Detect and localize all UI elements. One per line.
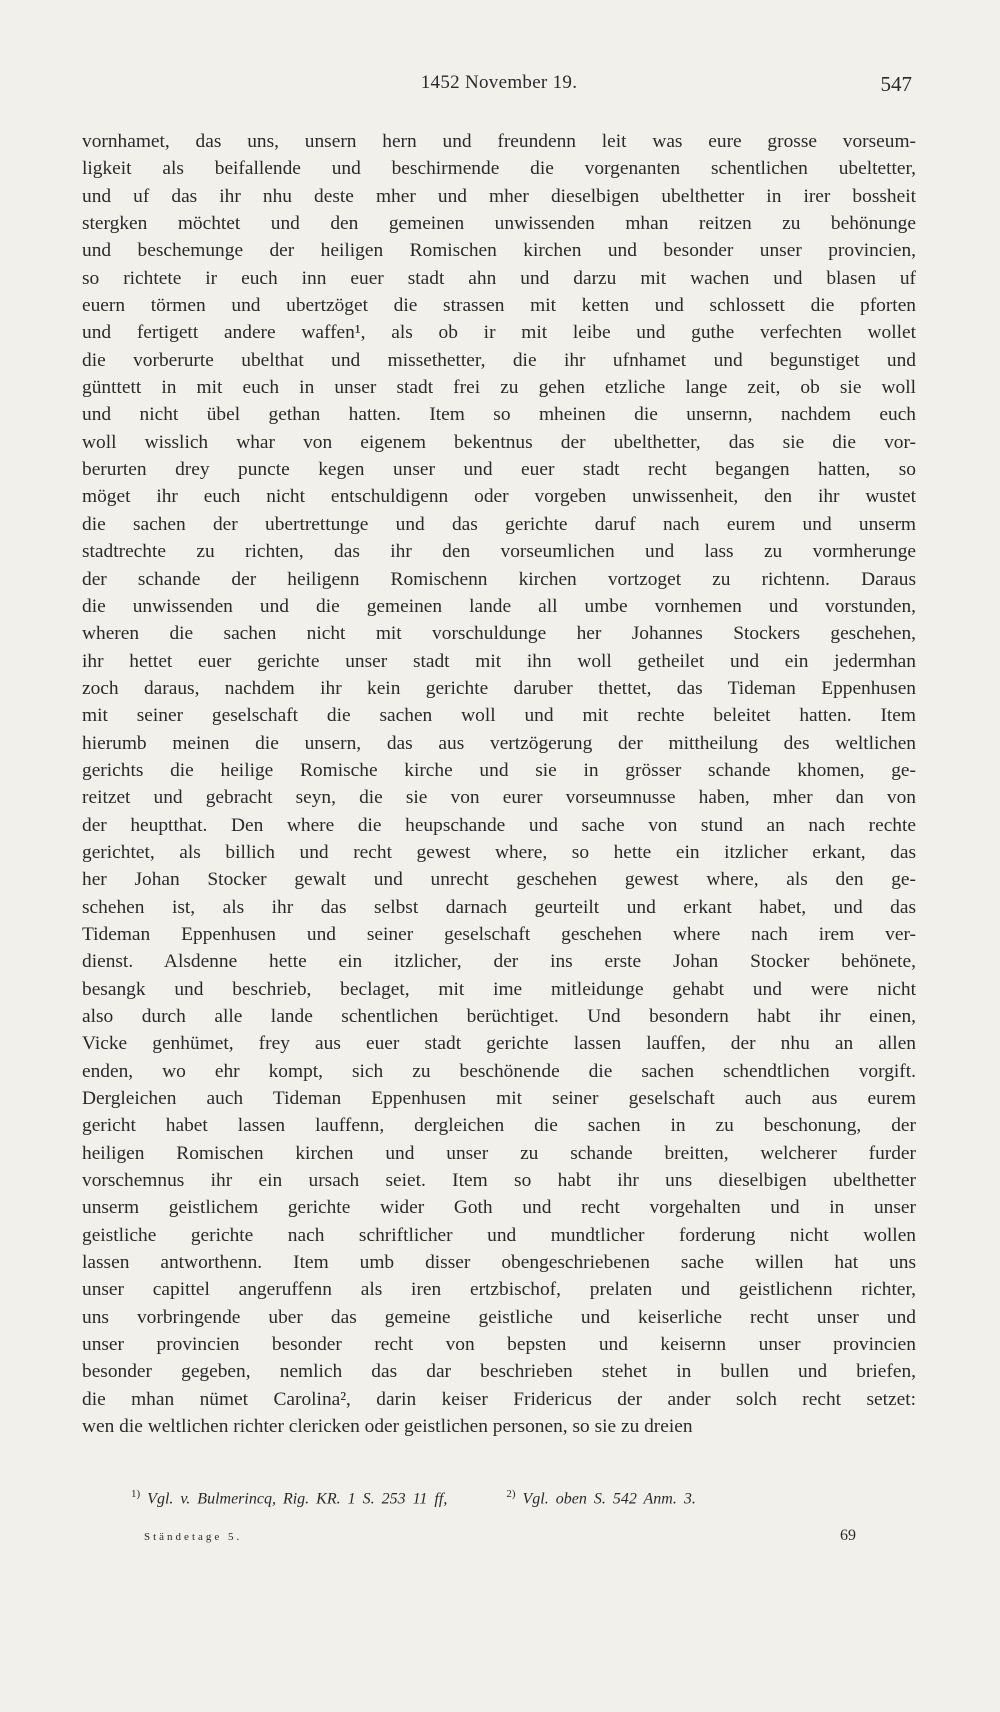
body-text [82,128,916,1441]
text-line: Tideman Eppenhusen und seiner geselschaft geschehen where nach irem ver- [82,923,916,945]
text-line: Vicke genhümet, frey aus euer stadt gerichte lassen lauffen, der nhu an allen [82,1033,916,1055]
running-title: 1452 November 19. [420,72,578,93]
footnote-1-text: Vgl. v. Bulmerincq, Rig. KR. 1 S. 253 11 ff, [147,1490,448,1508]
text-line: Dergleichen auch Tideman Eppenhusen mit seiner geselschaft auch aus eurem [82,1088,916,1110]
text-line: der schande der heiligenn Romischenn kirchen vortzoget zu richtenn. Daraus [82,568,916,590]
footnotes [131,1488,851,1508]
text-line: unser provincien besonder recht von bepsten und keisernn unser provincien [82,1334,916,1356]
footnote-1-mark: 1) [131,1488,141,1500]
text-line: heiligen Romischen kirchen und unser zu schande breitten, welcherer furder [82,1142,916,1164]
footnote-2-text: Vgl. oben S. 542 Anm. 3. [522,1490,696,1508]
text-line: berurten drey puncte kegen unser und euer stadt recht begangen hatten, so [82,459,916,481]
text-line: reitzet und gebracht seyn, die sie von eurer vorseumnusse haben, mher dan von [82,787,916,809]
text-line: der heuptthat. Den where die heupschande und sache von stund an nach rechte [82,814,916,836]
text-line: her Johan Stocker gewalt und unrecht geschehen gewest where, als den ge- [82,869,916,891]
text-line: woll wisslich whar von eigenem bekentnus der ubelthetter, das sie die vor- [82,431,916,453]
footnote-2 [506,1488,696,1508]
text-line: vorschemnus ihr ein ursach seiet. Item so habt ihr uns dieselbigen ubelthetter [82,1170,916,1192]
text-line: und nicht übel gethan hatten. Item so mheinen die unsernn, nachdem euch [82,404,916,426]
text-line: schehen ist, als ihr das selbst darnach geurteilt und erkant habet, und das [82,896,916,918]
text-line: und beschemunge der heiligen Romischen kirchen und besonder unser provincien, [82,240,916,262]
text-line: dienst. Alsdenne hette ein itzlicher, der ins erste Johan Stocker behönete, [82,951,916,973]
printer-signature: Ständetage 5. [144,1531,243,1543]
text-line: die unwissenden und die gemeinen lande all umbe vornhemen und vorstunden, [82,595,916,617]
text-line: lassen antworthenn. Item umb disser obengeschriebenen sache willen hat uns [82,1252,916,1274]
text-line: gerichtet, als billich und recht gewest where, so hette ein itzlicher erkant, das [82,841,916,863]
text-line: also durch alle lande schentlichen berüchtiget. Und besondern habt ihr einen, [82,1006,916,1027]
text-line: günttett in mit euch in unser stadt frei zu gehen etzliche lange zeit, ob sie woll [82,377,916,399]
text-line: unserm geistlichem gerichte wider Goth und recht vorgehalten und in unser [82,1197,916,1219]
text-line: stergken möchtet und den gemeinen unwissenden mhan reitzen zu behönunge [82,213,916,235]
footnote-2-mark: 2) [506,1488,516,1500]
text-line: stadtrechte zu richten, das ihr den vorseumlichen und lass zu vormherunge [82,541,916,563]
text-line: und uf das ihr nhu deste mher und mher dieselbigen ubelthetter in irer bossheit [82,185,916,207]
text-line: die mhan nümet Carolina², darin keiser Fridericus der ander solch recht setzet: [82,1388,916,1410]
text-line: so richtete ir euch inn euer stadt ahn und darzu mit wachen und blasen uf [82,267,916,289]
text-line: ihr hettet euer gerichte unser stadt mit ihn woll getheilet und ein jedermhan [82,650,916,672]
text-line: möget ihr euch nicht entschuldigenn oder vorgeben unwissenheit, den ihr wustet [82,486,916,508]
text-line: die sachen der ubertrettunge und das gerichte daruf nach eurem und unserm [82,513,916,535]
text-line: vornhamet, das uns, unsern hern und freundenn leit was eure grosse vorseum- [82,131,916,152]
text-line: wheren die sachen nicht mit vorschuldunge her Johannes Stockers geschehen, [82,623,916,645]
page-header [82,72,916,104]
text-line: gerichts die heilige Romische kirche und sie in grösser schande khomen, ge- [82,759,916,781]
text-line: mit seiner geselschaft die sachen woll und mit rechte beleitet hatten. Item [82,705,916,727]
text-line: geistliche gerichte nach schriftlicher und mundtlicher forderung nicht wollen [82,1224,916,1246]
text-line: unser capittel angeruffenn als iren ertzbischof, prelaten und geistlichenn richter, [82,1279,916,1301]
footnote-1 [131,1488,447,1508]
text-line: ligkeit als beifallende und beschirmende die vorgenanten schentlichen ubeltetter, [82,158,916,180]
text-line: besonder gegeben, nemlich das dar beschrieben stehet in bullen und briefen, [82,1361,916,1383]
text-line: und fertigett andere waffen¹, als ob ir mit leibe und guthe verfechten wollet [82,322,916,344]
text-line: uns vorbringende uber das gemeine geistliche und keiserliche recht unser und [82,1306,916,1328]
text-line: euern törmen und ubertzöget die strassen mit ketten und schlossett die pforten [82,295,916,317]
sheet-number: 69 [840,1527,856,1544]
text-line: die vorberurte ubelthat und missethetter, die ihr ufnhamet und begunstiget und [82,349,916,371]
signature-line [144,1527,856,1555]
page-number: 547 [880,72,912,96]
text-line: enden, wo ehr kompt, sich zu beschönende die sachen schendtlichen vorgift. [82,1060,916,1082]
text-line: hierumb meinen die unsern, das aus vertzögerung der mittheilung des weltlichen [82,732,916,754]
text-line: zoch daraus, nachdem ihr kein gerichte daruber thettet, das Tideman Eppenhusen [82,677,916,699]
text-line: wen die weltlichen richter clericken oder geistlichen personen, so sie zu dreien [82,1416,693,1438]
text-line: besangk und beschrieb, beclaget, mit ime mitleidunge gehabt und were nicht [82,978,916,1000]
text-line: gericht habet lassen lauffenn, dergleichen die sachen in zu beschonung, der [82,1115,916,1137]
